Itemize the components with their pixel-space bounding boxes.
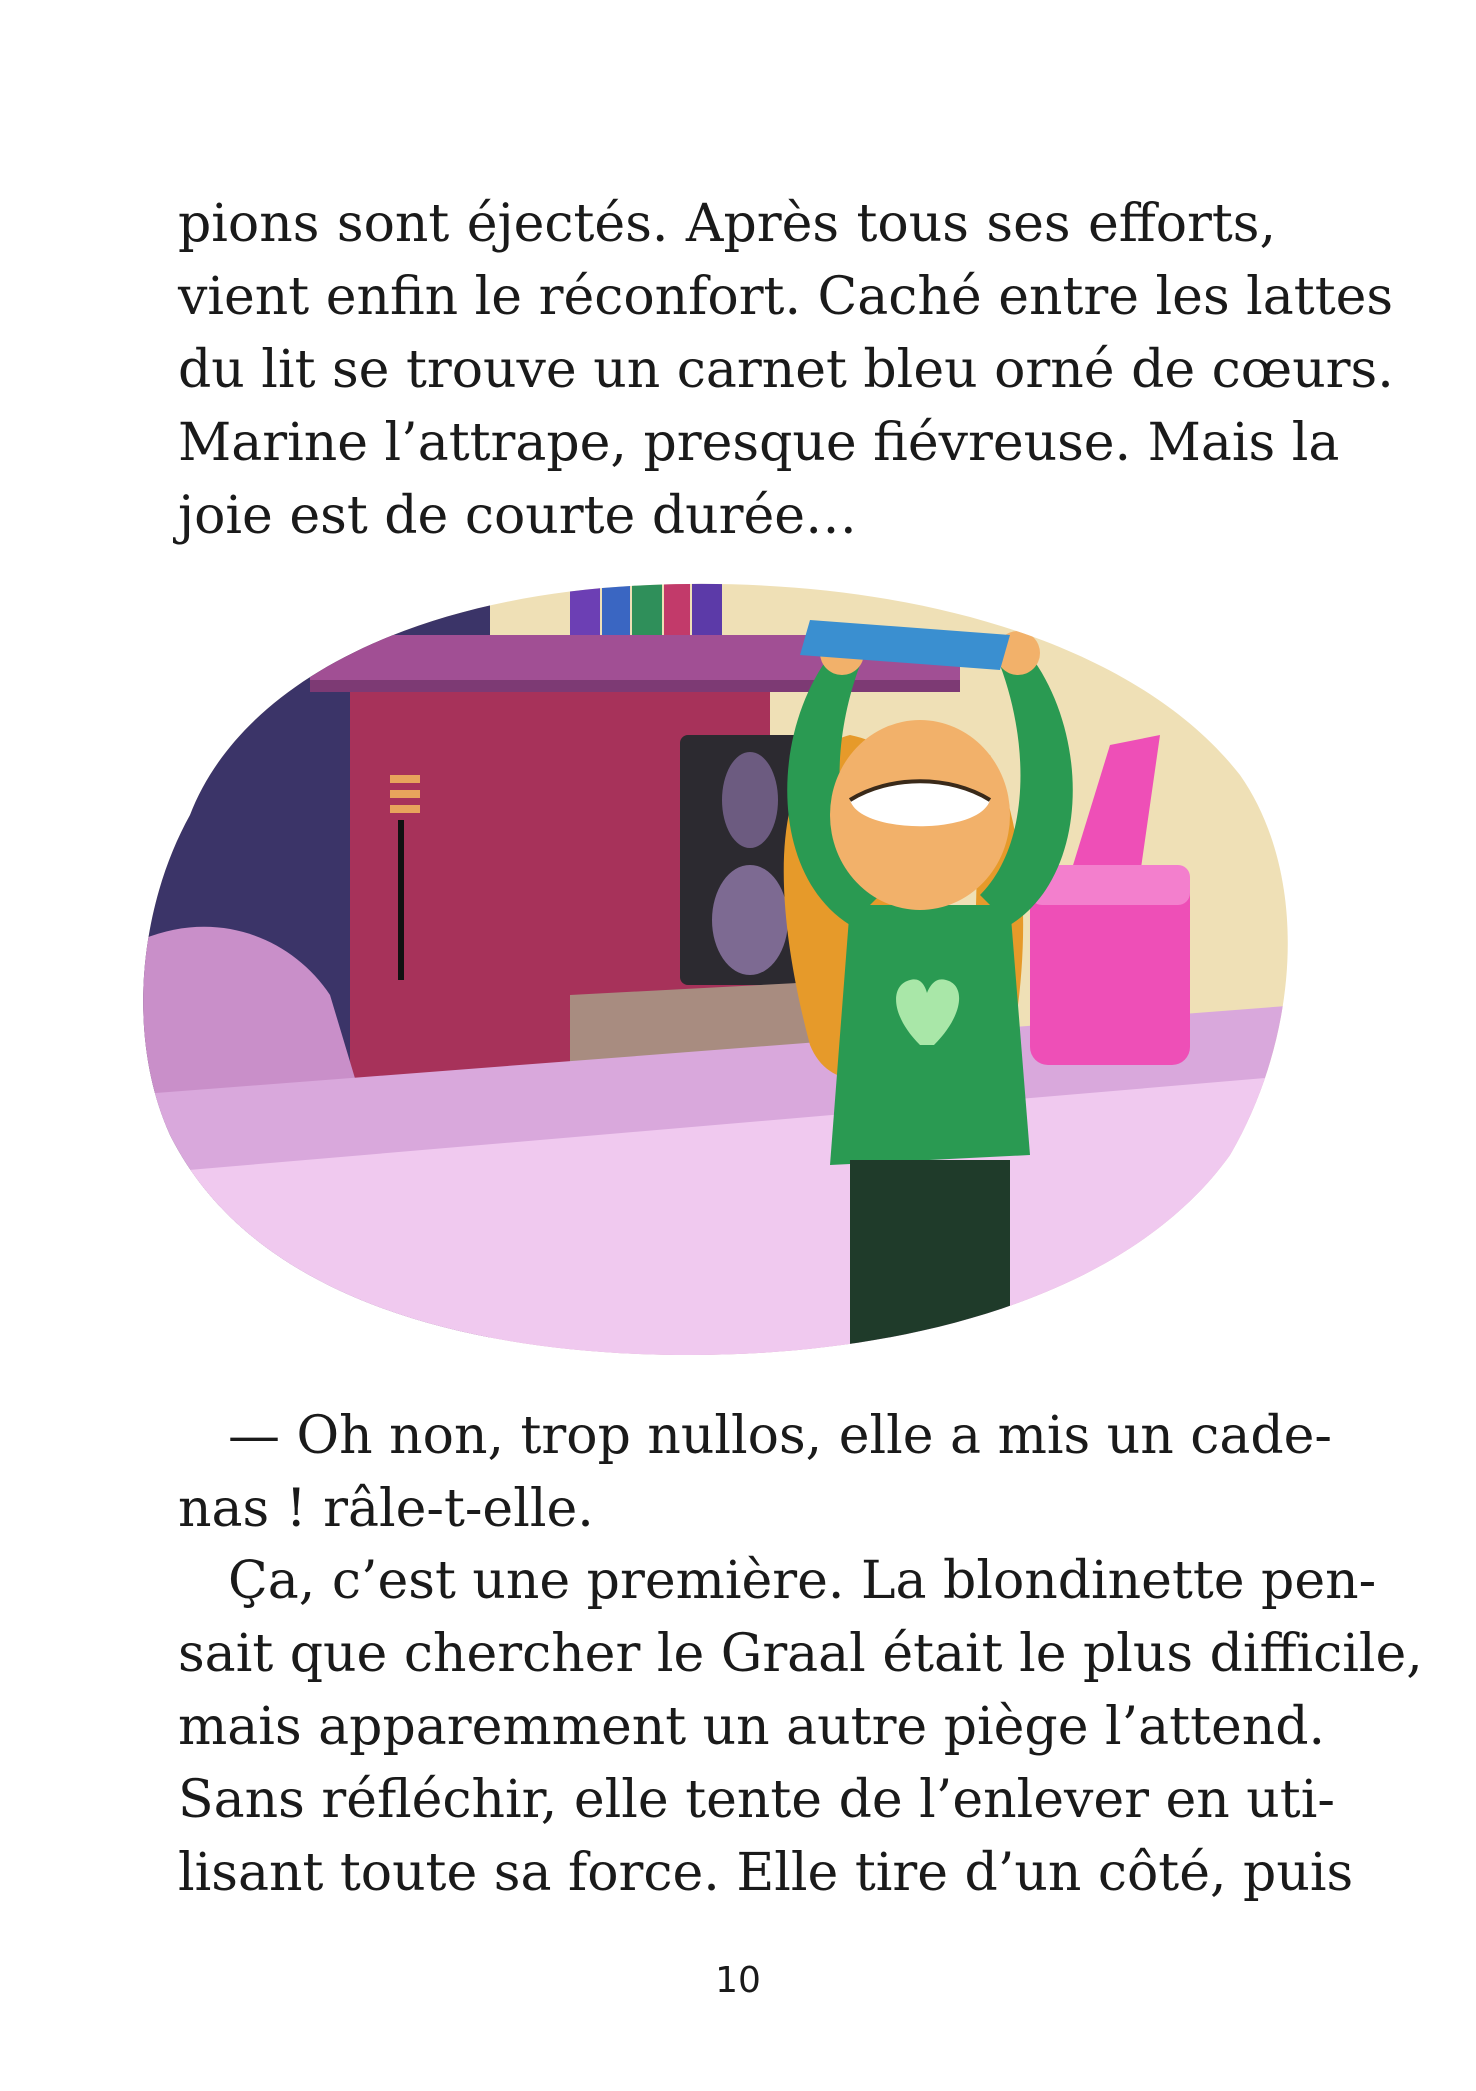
text-line: lisant toute sa force. Elle tire d’un côté, puis bbox=[178, 1843, 1354, 1903]
illustration-girl-with-notebook bbox=[130, 575, 1300, 1360]
text-line: du lit se trouve un carnet bleu orné de cœurs. bbox=[178, 340, 1394, 400]
text-line: mais apparemment un autre piège l’attend. bbox=[178, 1697, 1326, 1757]
text-line: joie est de courte durée… bbox=[178, 486, 857, 546]
paragraph-3 bbox=[178, 1545, 1423, 1910]
page-number: 10 bbox=[715, 1960, 761, 2001]
text-line: Ça, c’est une première. La blondinette pen- bbox=[228, 1551, 1377, 1611]
text-line: — Oh non, trop nullos, elle a mis un cade- bbox=[228, 1406, 1332, 1466]
text-line: vient enfin le réconfort. Caché entre les lattes bbox=[178, 267, 1394, 327]
text-line: sait que chercher le Graal était le plus difficile, bbox=[178, 1624, 1423, 1684]
text-line: Marine l’attrape, presque fiévreuse. Mais la bbox=[178, 413, 1340, 473]
paragraph-1 bbox=[178, 188, 1394, 553]
paragraph-2 bbox=[178, 1400, 1332, 1546]
text-line: Sans réfléchir, elle tente de l’enlever en uti- bbox=[178, 1770, 1335, 1830]
text-line: pions sont éjectés. Après tous ses efforts, bbox=[178, 194, 1276, 254]
text-line: nas ! râle-t-elle. bbox=[178, 1479, 594, 1539]
